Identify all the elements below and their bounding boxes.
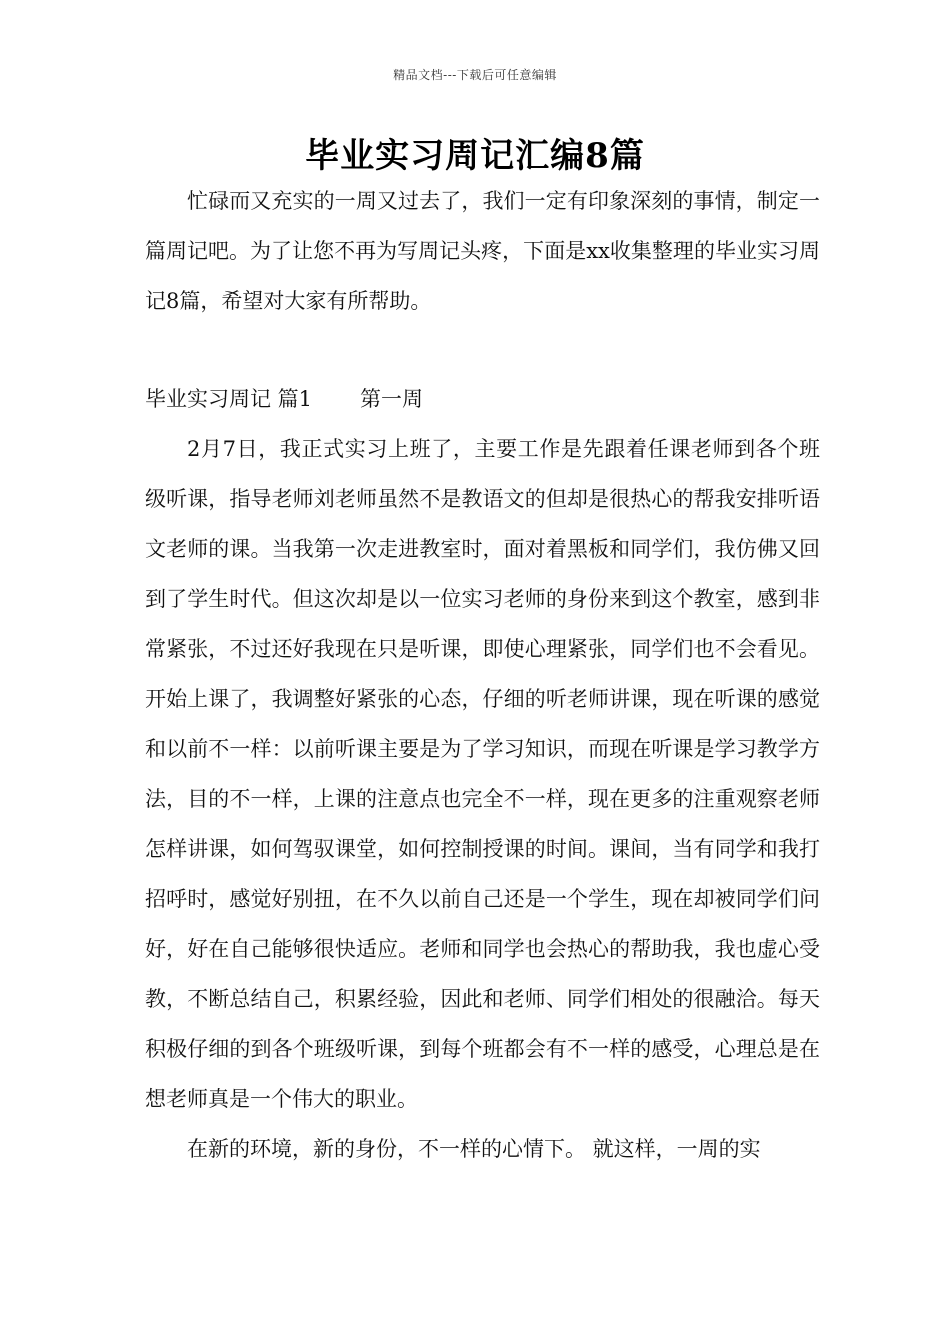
body-paragraph: 2月7日，我正式实习上班了，主要工作是先跟着任课老师到各个班级听课，指导老师刘老师虽然不是教语文的但却是很热心的帮我安排听语文老师的课。当我第一次走进教室时，面对着黑板和同学们，我仿佛又回到了学生时代。但这次却是以一位实习老师的身份来到这个教室，感到非常紧张，不过还好我现在只是听课，即使心理紧张，同学们也不会看见。开始上课了，我调整好紧张的心态，仔细的听老师讲课，现在听课的感觉和以前不一样：以前听课主要是为了学习知识，而现在听课是学习教学方法，目的不一样，上课的注意点也完全不一样，现在更多的注重观察老师怎样讲课，如何驾驭课堂，如何控制授课的时间。课间，当有同学和我打招呼时，感觉好别扭，在不久以前自己还是一个学生，现在却被同学们问好，好在自己能够很快适应。老师和同学也会热心的帮助我，我也虚心受教，不断总结自己，积累经验，因此和老师、同学们相处的很融洽。每天积极仔细的到各个班级听课，到每个班都会有不一样的感受，心理总是在想老师真是一个伟大的职业。 — [145, 437, 820, 1111]
page-header-note: 精品文档---下载后可任意编辑 — [393, 68, 557, 82]
intro-paragraph: 忙碌而又充实的一周又过去了，我们一定有印象深刻的事情，制定一篇周记吧。为了让您不再为写周记头疼，下面是xx收集整理的毕业实习周记8篇，希望对大家有所帮助。 — [145, 189, 820, 313]
body-paragraph: 在新的环境，新的身份，不一样的心情下。 就这样，一周的实 — [187, 1137, 761, 1161]
section-heading-subtitle: 第一周 — [360, 387, 424, 411]
section-heading-title: 毕业实习周记 篇1 — [145, 387, 313, 411]
section-heading — [145, 374, 820, 424]
intro-block — [145, 176, 820, 326]
document-title: 毕业实习周记汇编8篇 — [305, 136, 645, 176]
section-week-1 — [145, 374, 820, 1174]
